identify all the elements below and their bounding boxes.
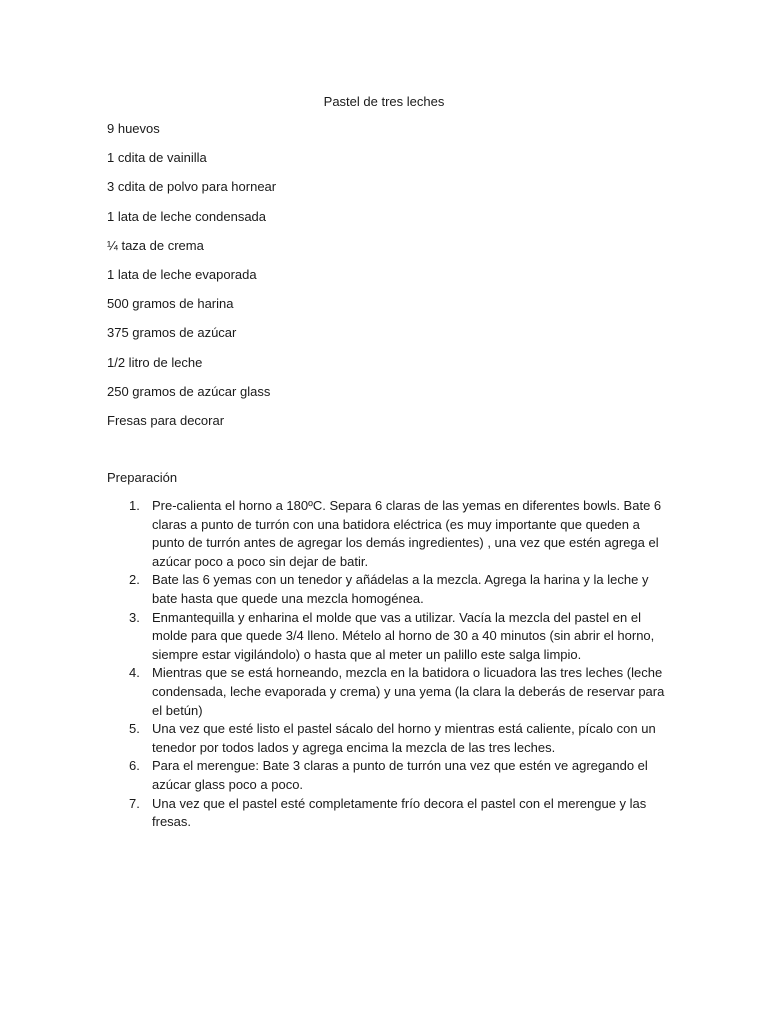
step-number: 2. [129,572,140,588]
preparation-heading: Preparación [107,470,178,485]
step-text: Bate las 6 yemas con un tenedor y añádelas a la mezcla. Agrega la harina y la leche y bate hasta que quede una mezcla homogénea. [152,572,649,606]
step-text: Para el merengue: Bate 3 claras a punto de turrón una vez que estén ve agregando el azúcar glass poco a poco. [152,758,648,792]
step-text: Enmantequilla y enharina el molde que vas a utilizar. Vacía la mezcla del pastel en el molde para que quede 3/4 lleno. Mételo al horno de 30 a 40 minutos (sin abrir el horno, siempre estar vigilándolo) o hasta que al meter un palillo este salga limpio. [152,609,655,662]
ingredient-item: 250 gramos de azúcar glass [107,383,271,399]
step-item [107,720,667,757]
step-number: 7. [129,795,140,811]
step-item [107,609,667,665]
step-text: Una vez que esté listo el pastel sácalo del horno y mientras está caliente, pícalo con un tenedor por todos lados y agrega encima la mezcla de las tres leches. [152,721,656,755]
ingredient-item: 375 gramos de azúcar [107,325,237,341]
ingredient-item: 1 cdita de vainilla [107,150,207,166]
preparation-steps [107,497,667,832]
step-text: Pre-calienta el horno a 180ºC. Separa 6 claras de las yemas en diferentes bowls. Bate 6 claras a punto de turrón con una batidora eléctrica (es muy importante que queden a punto de turrón antes de agregar los demás ingredientes) , una vez que estén agrega el azúcar poco a poco sin dejar de batir. [152,498,662,569]
ingredient-item: 1 lata de leche evaporada [107,266,257,282]
step-number: 1. [129,498,140,513]
ingredient-item: 1/2 litro de leche [107,354,203,370]
ingredient-list [107,120,276,441]
step-number: 4. [129,665,140,681]
ingredient-item: 500 gramos de harina [107,296,234,312]
step-text: Una vez que el pastel esté completamente frío decora el pastel con el merengue y las fresas. [152,795,647,830]
ingredient-item: 9 huevos [107,121,160,136]
step-item [107,757,667,794]
ingredient-item: Fresas para decorar [107,412,225,428]
step-text: Mientras que se está horneando, mezcla en la batidora o licuadora las tres leches (leche condensada, leche evaporada y crema) y una yema (la clara la deberás de reservar para el betún) [152,665,665,718]
ingredient-item: ¼ taza de crema [107,237,204,253]
page-title: Pastel de tres leches [323,94,445,109]
ingredient-item: 3 cdita de polvo para hornear [107,179,277,195]
step-number: 3. [129,609,140,625]
step-number: 5. [129,721,140,737]
step-item [107,571,667,608]
step-number: 6. [129,758,140,774]
step-item [107,497,667,571]
step-item [107,795,667,832]
ingredient-item: 1 lata de leche condensada [107,208,267,224]
step-item [107,664,667,720]
